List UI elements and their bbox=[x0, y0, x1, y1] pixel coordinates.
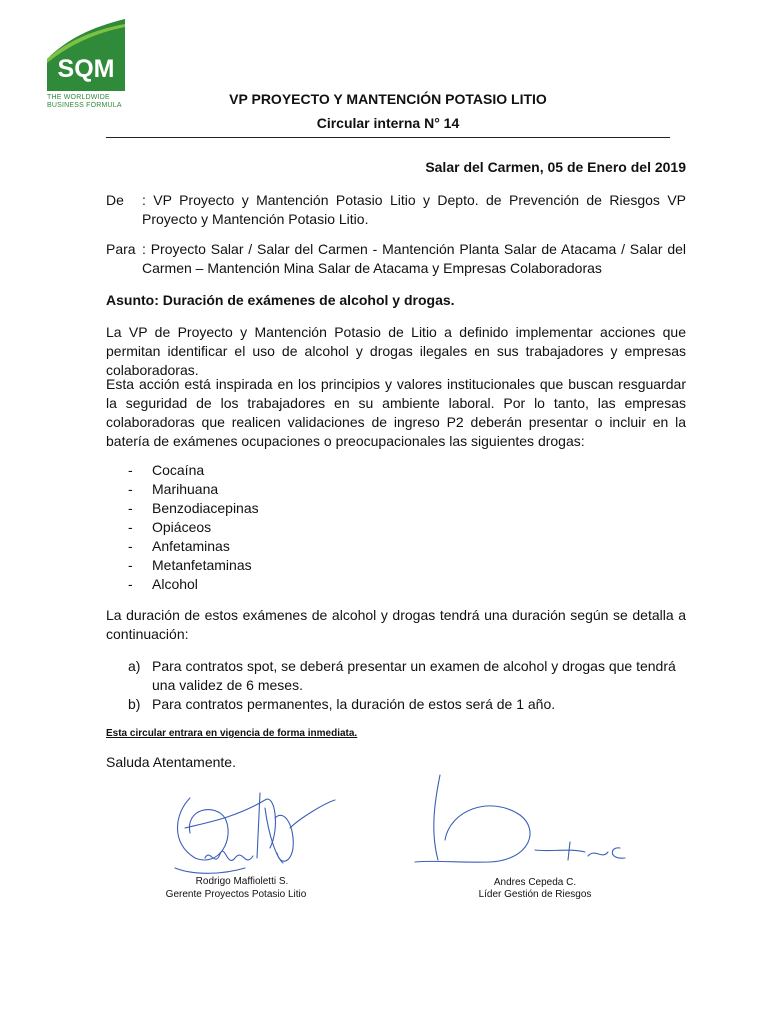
tagline-line-2: BUSINESS FORMULA bbox=[47, 102, 122, 109]
list-dash: - bbox=[128, 500, 133, 516]
logo-brand: SQM bbox=[57, 55, 115, 83]
signature-1-name: Rodrigo Maffioletti S. bbox=[195, 876, 289, 887]
list-item-text: Para contratos spot, se deberá presentar un examen de alcohol y drogas que tendrá una validez de 6 meses. bbox=[152, 658, 676, 693]
signature-2-role: Líder Gestión de Riesgos bbox=[478, 889, 592, 900]
paragraph-scope: Esta acción está inspirada en los principios y valores institucionales que buscan resguardar la seguridad de los trabajadores en su ambiente laboral. Por lo tanto, las empresas colaboradoras que realicen validaciones de ingreso P2 deberán presentar o incluir en la batería de exámenes ocupaciones o preocupacionales las siguientes drogas: bbox=[106, 376, 686, 449]
to-label: Para bbox=[106, 241, 136, 257]
header-divider bbox=[106, 137, 670, 138]
list-marker: b) bbox=[128, 696, 141, 712]
list-item bbox=[106, 657, 686, 695]
list-dash: - bbox=[128, 557, 133, 573]
list-item-text: Anfetaminas bbox=[152, 538, 230, 554]
list-dash: - bbox=[128, 538, 133, 554]
list-item bbox=[106, 575, 259, 594]
list-item bbox=[106, 499, 259, 518]
list-item-text: Marihuana bbox=[152, 481, 219, 497]
list-item bbox=[106, 518, 259, 537]
list-item-text: Benzodiacepinas bbox=[152, 500, 259, 516]
list-item bbox=[106, 695, 686, 714]
signature-1-role: Gerente Proyectos Potasio Litio bbox=[165, 889, 307, 900]
list-item-text: Metanfetaminas bbox=[152, 557, 252, 573]
paragraph-intro: La VP de Proyecto y Mantención Potasio de Litio a definido implementar acciones que permitan identificar el uso de alcohol y drogas ilegales en sus trabajadores y empresas colaboradoras. bbox=[106, 324, 686, 378]
tagline-line-1: THE WORLDWIDE bbox=[47, 94, 110, 101]
effective-notice: Esta circular entrara en vigencia de forma inmediata. bbox=[106, 728, 358, 739]
document-subtitle: Circular interna N° 14 bbox=[316, 115, 460, 131]
drug-list bbox=[106, 461, 259, 594]
closing-salutation: Saluda Atentamente. bbox=[106, 754, 236, 770]
list-item bbox=[106, 480, 259, 499]
list-item-text: Alcohol bbox=[152, 576, 198, 592]
from-text: : VP Proyecto y Mantención Potasio Litio y Depto. de Prevención de Riesgos VP Proyecto y Mantención Potasio Litio. bbox=[142, 192, 686, 227]
list-item bbox=[106, 461, 259, 480]
signature-2-name: Andres Cepeda C. bbox=[493, 877, 577, 888]
list-dash: - bbox=[128, 462, 133, 478]
subject-line: Asunto: Duración de exámenes de alcohol y drogas. bbox=[106, 292, 455, 308]
document-date: Salar del Carmen, 05 de Enero del 2019 bbox=[425, 159, 686, 175]
list-dash: - bbox=[128, 481, 133, 497]
list-item-text: Para contratos permanentes, la duración de estos será de 1 año. bbox=[152, 696, 556, 712]
document-title: VP PROYECTO Y MANTENCIÓN POTASIO LITIO bbox=[229, 91, 547, 107]
to-text: : Proyecto Salar / Salar del Carmen - Mantención Planta Salar de Atacama / Salar del Carmen – Mantención Mina Salar de Atacama y Empresas Colaboradoras bbox=[142, 241, 686, 276]
list-item-text: Opiáceos bbox=[152, 519, 212, 535]
list-item bbox=[106, 556, 259, 575]
list-dash: - bbox=[128, 576, 133, 592]
list-item-text: Cocaína bbox=[152, 462, 205, 478]
paragraph-duration: La duración de estos exámenes de alcohol y drogas tendrá una duración según se detalla a continuación: bbox=[106, 607, 686, 642]
logo-badge bbox=[47, 19, 125, 91]
list-dash: - bbox=[128, 519, 133, 535]
signature-2-image bbox=[410, 770, 640, 875]
from-label: De bbox=[106, 192, 124, 208]
list-item bbox=[106, 537, 259, 556]
duration-list bbox=[106, 657, 686, 714]
list-marker: a) bbox=[128, 658, 141, 674]
